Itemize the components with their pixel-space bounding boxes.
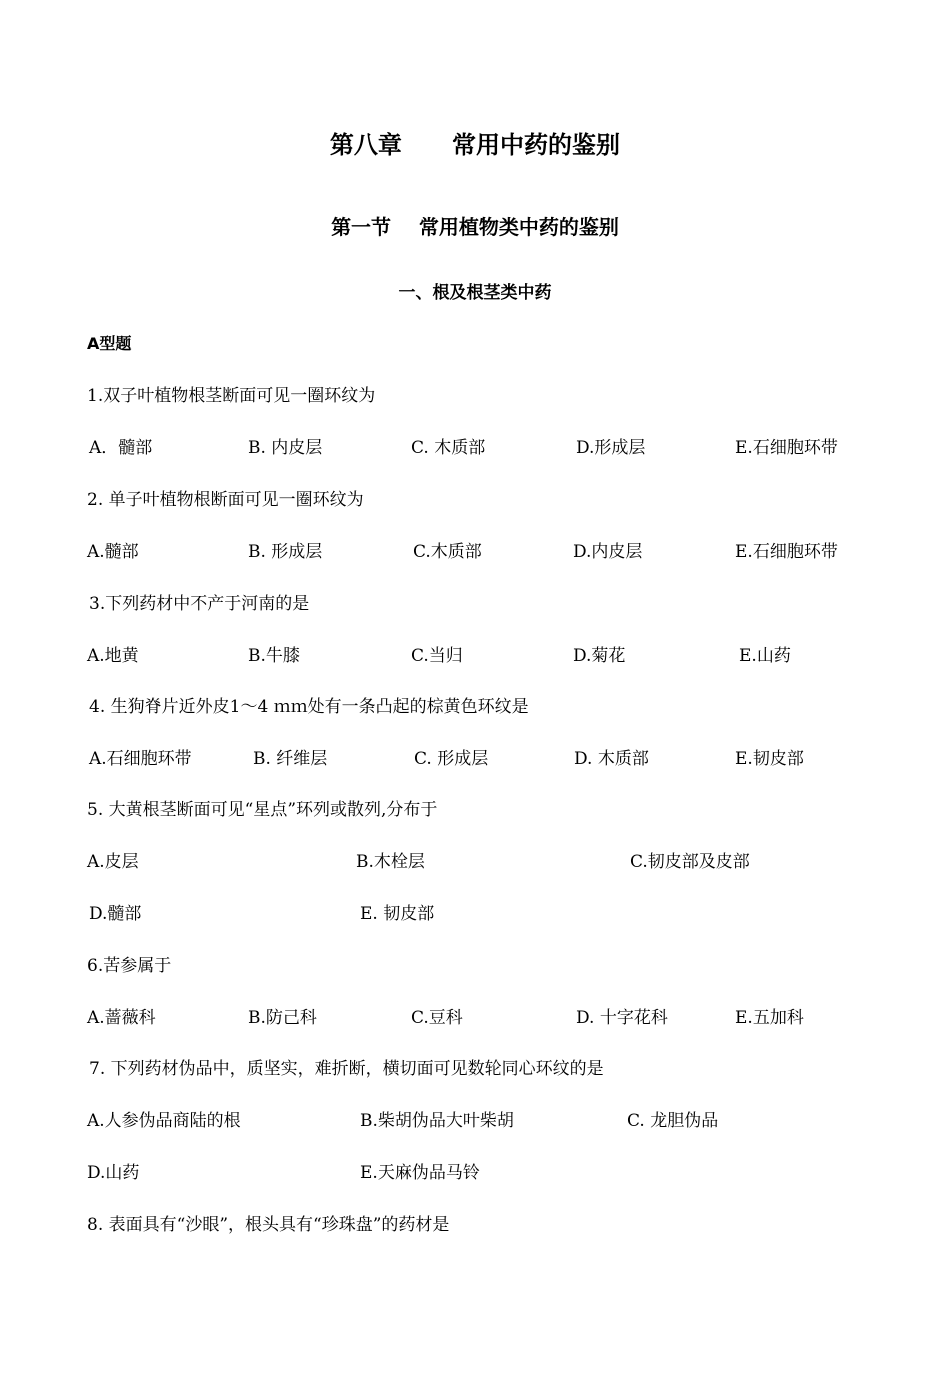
option-c: C.豆科 <box>411 1008 463 1028</box>
option-c: C.当归 <box>411 646 463 666</box>
option-d: D. 木质部 <box>574 749 649 769</box>
question-stem: 3.下列药材中不产于河南的是 <box>89 594 310 614</box>
option-a: A.蔷薇科 <box>87 1008 156 1028</box>
option-e: E.山药 <box>739 646 791 666</box>
option-a: A．髓部 <box>89 438 153 458</box>
question-stem: 5. 大黄根茎断面可见“星点”环列或散列,分布于 <box>87 800 438 820</box>
option-e: E.韧皮部 <box>735 749 804 769</box>
subsection-title: 一、根及根茎类中药 <box>398 283 552 303</box>
option-d: D.内皮层 <box>573 542 643 562</box>
option-b: B. 内皮层 <box>248 438 323 458</box>
option-b: B.柴胡伪品大叶柴胡 <box>360 1111 514 1131</box>
option-b: B.防己科 <box>248 1008 317 1028</box>
option-b: B. 形成层 <box>248 542 323 562</box>
section-title: 第一节 常用植物类中药的鉴别 <box>331 215 619 239</box>
option-d: D. 十字花科 <box>576 1008 668 1028</box>
question-type-label: A型题 <box>87 334 132 353</box>
question-stem: 8. 表面具有“沙眼”，根头具有“珍珠盘”的药材是 <box>87 1215 450 1235</box>
option-a: A.皮层 <box>87 852 139 872</box>
option-a: A.地黄 <box>87 646 139 666</box>
chapter-title: 第八章 常用中药的鉴别 <box>329 131 621 159</box>
option-c: C. 龙胆伪品 <box>627 1111 719 1131</box>
option-a: A.髓部 <box>87 542 139 562</box>
question-stem: 4. 生狗脊片近外皮1～4 ｍｍ处有一条凸起的棕黄色环纹是 <box>89 697 529 717</box>
question-stem: 6.苦参属于 <box>87 956 172 976</box>
option-e: E. 韧皮部 <box>360 904 435 924</box>
option-a: A.石细胞环带 <box>89 749 192 769</box>
option-d: D.菊花 <box>573 646 626 666</box>
option-c: C. 形成层 <box>414 749 489 769</box>
option-b: B. 纤维层 <box>253 749 328 769</box>
option-a: A.人参伪品商陆的根 <box>87 1111 241 1131</box>
question-stem: 7. 下列药材伪品中，质坚实，难折断，横切面可见数轮同心环纹的是 <box>89 1059 604 1079</box>
option-c: C. 木质部 <box>411 438 486 458</box>
option-d: D.山药 <box>87 1163 140 1183</box>
option-c: C.木质部 <box>413 542 482 562</box>
option-e: E.石细胞环带 <box>735 542 838 562</box>
option-b: B.木栓层 <box>356 852 425 872</box>
question-stem: 2. 单子叶植物根断面可见一圈环纹为 <box>87 490 364 510</box>
option-c: C.韧皮部及皮部 <box>630 852 750 872</box>
option-b: B.牛膝 <box>248 646 300 666</box>
option-d: D.形成层 <box>576 438 646 458</box>
option-e: E.五加科 <box>735 1008 804 1028</box>
option-d: D.髓部 <box>89 904 142 924</box>
option-e: E.石细胞环带 <box>735 438 838 458</box>
option-e: E.天麻伪品马铃 <box>360 1163 480 1183</box>
question-stem: 1.双子叶植物根茎断面可见一圈环纹为 <box>87 386 376 406</box>
